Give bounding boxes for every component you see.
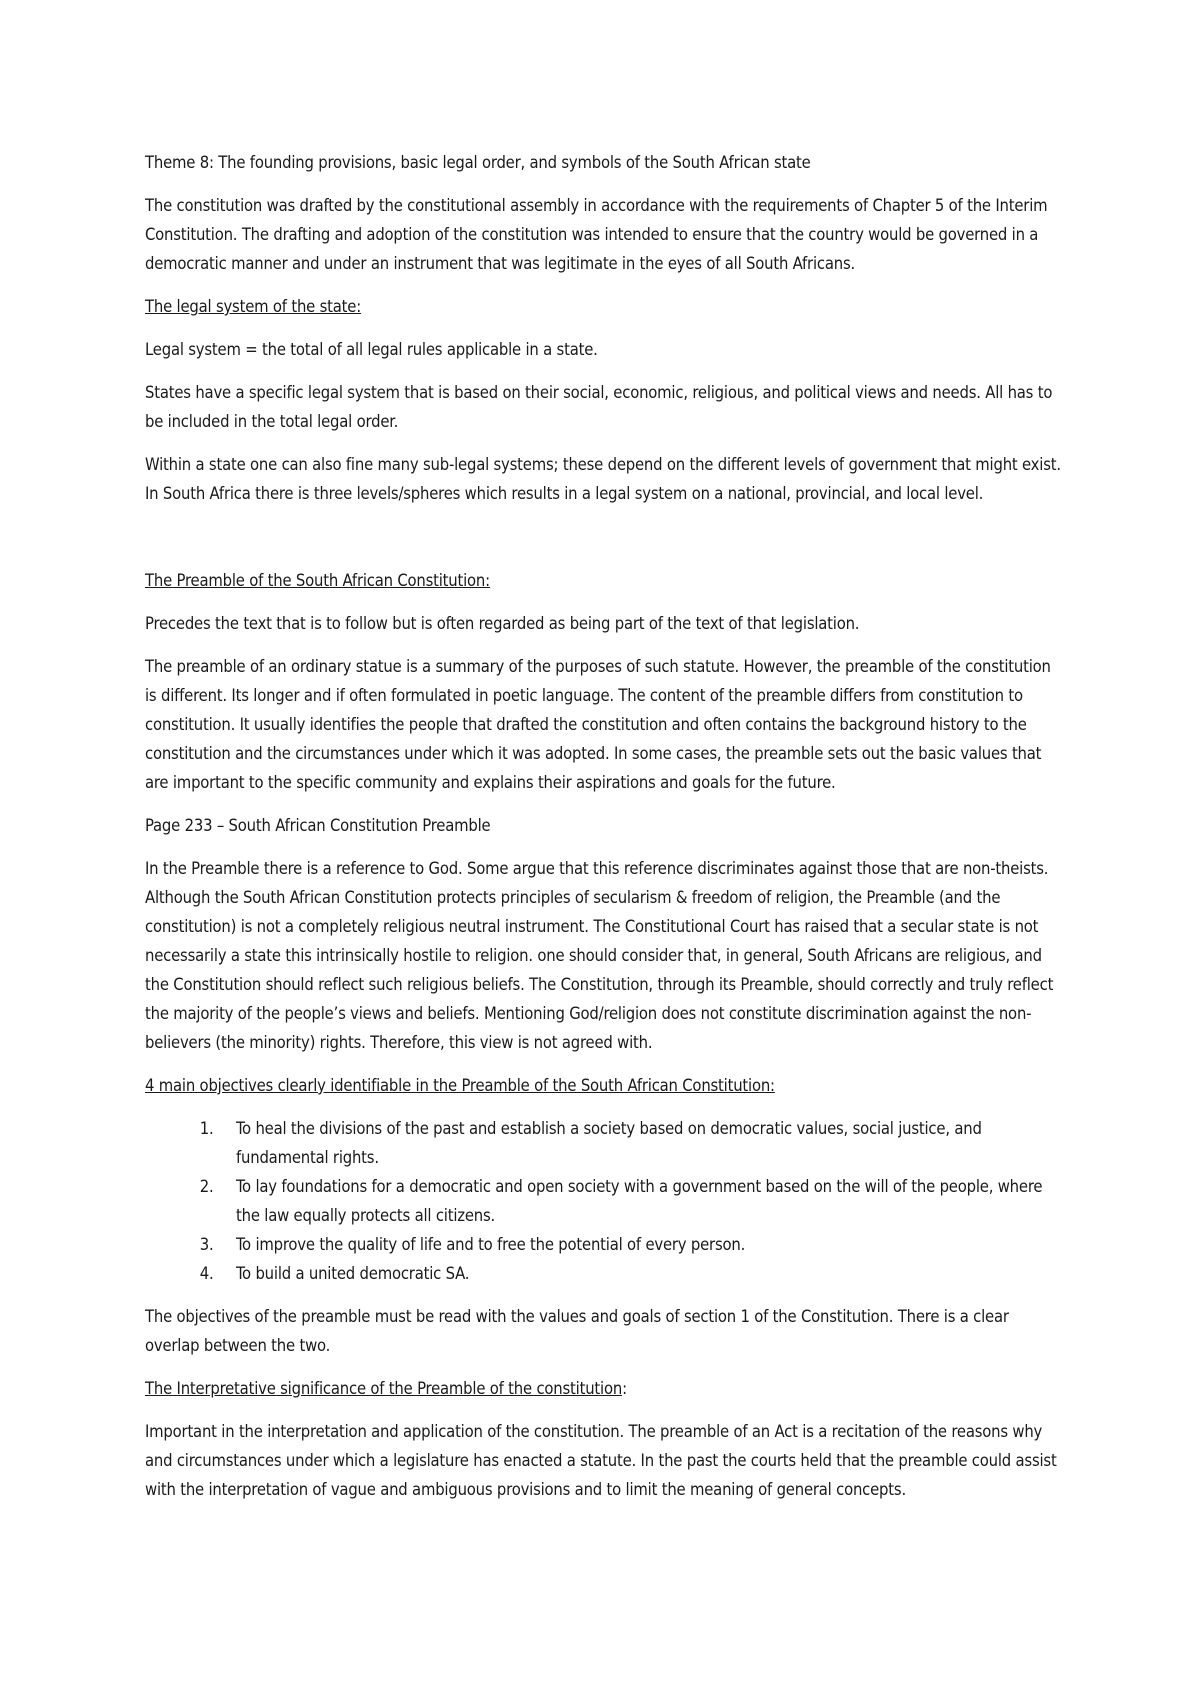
preamble-paragraph-1: Precedes the text that is to follow but is often regarded as being part of the text of that legislation. xyxy=(145,614,860,633)
sub-legal-systems-paragraph: Within a state one can also fine many sub-legal systems; these depend on the different levels of government that might exist. In South Africa there is three levels/spheres which results in a legal system on a national, provincial, and local level. xyxy=(145,455,1061,503)
objective-item-2: 2. To lay foundations for a democratic and open society with a government based on the will of the people, where the law equally protects all citizens. xyxy=(218,1172,1065,1230)
document-page xyxy=(145,148,1065,1518)
legal-system-definition: Legal system = the total of all legal rules applicable in a state. xyxy=(145,340,598,359)
preamble-heading: The Preamble of the South African Constitution: xyxy=(145,571,490,590)
objective-item-1: 1. To heal the divisions of the past and establish a society based on democratic values, social justice, and fundamental rights. xyxy=(218,1114,1065,1172)
preamble-paragraph-2: The preamble of an ordinary statue is a summary of the purposes of such statute. However, the preamble of the constitution is different. Its longer and if often formulated in poetic language. The content of the preamble differs from constitution to constitution. It usually identifies the people that drafted the constitution and often contains the background history to the constitution and the circumstances under which it was adopted. In some cases, the preamble sets out the basic values that are important to the specific community and explains their aspirations and goals for the future. xyxy=(145,657,1051,792)
legal-system-paragraph: States have a specific legal system that is based on their social, economic, religious, and political views and needs. All has to be included in the total legal order. xyxy=(145,383,1053,431)
objective-item-3: 3. To improve the quality of life and to free the potential of every person. xyxy=(218,1230,1065,1259)
legal-system-heading: The legal system of the state: xyxy=(145,297,362,316)
interpretative-heading: The Interpretative significance of the Preamble of the constitution xyxy=(145,1379,623,1398)
objectives-list xyxy=(145,1114,1065,1288)
interpretative-heading-colon: : xyxy=(622,1379,627,1398)
objectives-heading: 4 main objectives clearly identifiable in the Preamble of the South African Constitution: xyxy=(145,1076,775,1095)
intro-paragraph: The constitution was drafted by the constitutional assembly in accordance with the requirements of Chapter 5 of the Interim Constitution. The drafting and adoption of the constitution was intended to ensure that the country would be governed in a democratic manner and under an instrument that was legitimate in the eyes of all South Africans. xyxy=(145,196,1048,273)
section-spacer xyxy=(145,522,1065,566)
objectives-overlap-paragraph: The objectives of the preamble must be read with the values and goals of section 1 of the Constitution. There is a clear overlap between the two. xyxy=(145,1307,1009,1355)
interpretative-paragraph: Important in the interpretation and application of the constitution. The preamble of an Act is a recitation of the reasons why and circumstances under which a legislature has enacted a statute. In the past the courts held that the preamble could assist with the interpretation of vague and ambiguous provisions and to limit the meaning of general concepts. xyxy=(145,1422,1057,1499)
page-reference: Page 233 – South African Constitution Preamble xyxy=(145,816,491,835)
preamble-paragraph-3: In the Preamble there is a reference to God. Some argue that this reference discriminates against those that are non-theists. Although the South African Constitution protects principles of secularism & freedom of religion, the Preamble (and the constitution) is not a completely religious neutral instrument. The Constitutional Court has raised that a secular state is not necessarily a state this intrinsically hostile to religion. one should consider that, in general, South Africans are religious, and the Constitution should reflect such religious beliefs. The Constitution, through its Preamble, should correctly and truly reflect the majority of the people’s views and beliefs. Mentioning God/religion does not constitute discrimination against the non-believers (the minority) rights. Therefore, this view is not agreed with. xyxy=(145,859,1054,1052)
document-title: Theme 8: The founding provisions, basic legal order, and symbols of the South African state xyxy=(145,153,811,172)
objective-item-4: 4. To build a united democratic SA. xyxy=(218,1259,1065,1288)
interpretative-heading-line xyxy=(145,1374,1065,1403)
